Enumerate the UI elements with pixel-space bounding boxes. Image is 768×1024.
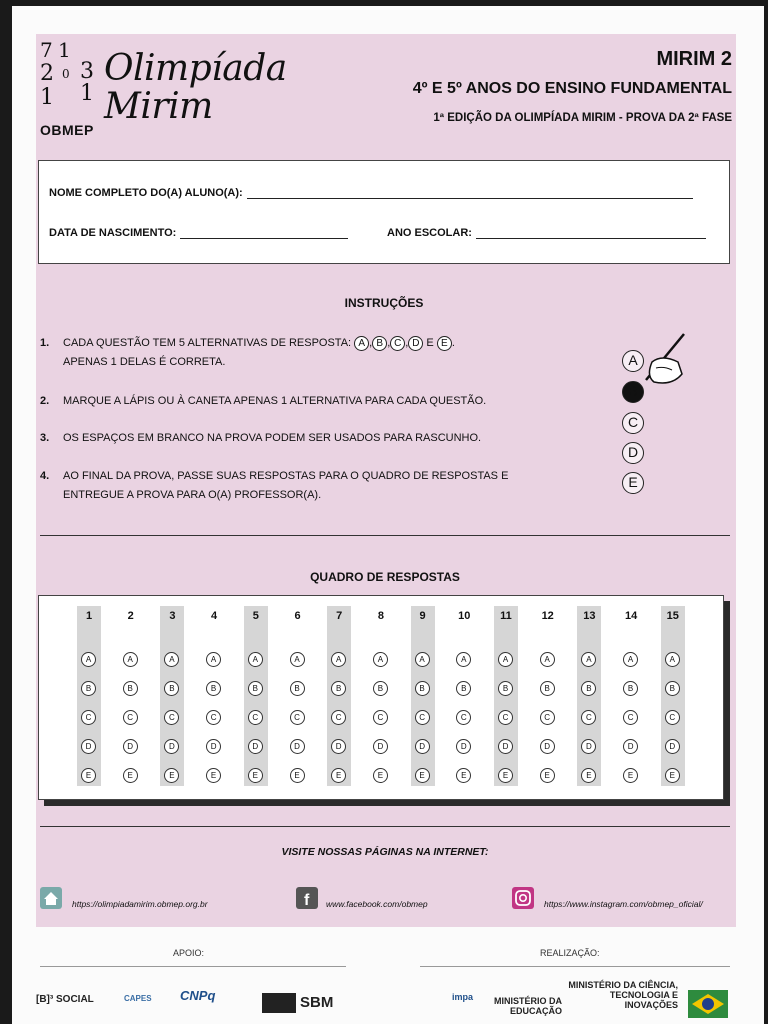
answer-column-13 [577,606,601,786]
answer-bubble-11-a[interactable]: A [498,652,513,667]
answer-bubble-2-c[interactable]: C [123,710,138,725]
realizacao-label: REALIZAÇÃO: [540,948,600,958]
example-option-d-icon: D [622,442,644,464]
svg-text:f: f [304,892,310,909]
answer-bubble-15-e[interactable]: E [665,768,680,783]
answer-bubble-1-c[interactable]: C [81,710,96,725]
divider-top [40,535,730,536]
question-number: 3 [169,610,176,622]
answer-column-4 [202,606,226,786]
answer-bubble-4-c[interactable]: C [206,710,221,725]
answer-bubble-7-e[interactable]: E [331,768,346,783]
apoio-line [40,966,346,967]
mcti-logo: MINISTÉRIO DA CIÊNCIA, TECNOLOGIA E INOVAÇÕES [568,980,678,1010]
answer-column-14 [619,606,643,786]
answer-bubble-14-b[interactable]: B [623,681,638,696]
realizacao-line [420,966,730,967]
answer-bubble-7-c[interactable]: C [331,710,346,725]
answer-bubble-2-d[interactable]: D [123,739,138,754]
question-number: 7 [336,610,343,622]
answer-bubble-4-d[interactable]: D [206,739,221,754]
answer-bubble-8-c[interactable]: C [373,710,388,725]
answer-bubble-9-e[interactable]: E [415,768,430,783]
answer-bubble-2-b[interactable]: B [123,681,138,696]
answer-bubble-13-b[interactable]: B [581,681,596,696]
answer-column-1 [77,606,101,786]
answer-bubble-4-b[interactable]: B [206,681,221,696]
apoio-label: APOIO: [173,948,205,958]
visit-heading: VISITE NOSSAS PÁGINAS NA INTERNET: [281,846,489,858]
answer-column-10 [452,606,476,786]
answer-bubble-7-a[interactable]: A [331,652,346,667]
question-number: 13 [583,610,596,622]
question-number: 5 [252,610,259,622]
logo-obmep: OBMEP [40,122,94,138]
logo-title: Olimpíada Mirim [104,48,287,127]
answer-bubble-6-d[interactable]: D [290,739,305,754]
facebook-link[interactable]: www.facebook.com/obmep [326,899,428,909]
name-row: NOME COMPLETO DO(A) ALUNO(A): [49,187,693,199]
answer-bubble-11-d[interactable]: D [498,739,513,754]
question-number: 4 [211,610,218,622]
school-year-field[interactable] [476,238,706,239]
cnpq-logo: CNPq [180,988,216,1003]
answer-bubble-1-e[interactable]: E [81,768,96,783]
answer-bubble-6-e[interactable]: E [290,768,305,783]
birth-row: DATA DE NASCIMENTO: [49,227,348,239]
answer-column-8 [369,606,393,786]
answer-bubble-9-c[interactable]: C [415,710,430,725]
answer-bubble-10-b[interactable]: B [456,681,471,696]
answer-bubble-6-b[interactable]: B [290,681,305,696]
divider-bottom [40,826,730,827]
option-b-icon: B [372,336,387,351]
answer-bubble-2-e[interactable]: E [123,768,138,783]
answers-title: QUADRO DE RESPOSTAS [310,570,460,584]
answer-column-11 [494,606,518,786]
answer-bubble-6-a[interactable]: A [290,652,305,667]
answer-bubble-12-d[interactable]: D [540,739,555,754]
answer-column-5 [244,606,268,786]
example-option-c-icon: C [622,412,644,434]
brazil-flag-icon [688,990,728,1018]
answer-bubble-8-e[interactable]: E [373,768,388,783]
answer-bubble-8-d[interactable]: D [373,739,388,754]
birth-date-field[interactable] [180,238,348,239]
answer-bubble-10-d[interactable]: D [456,739,471,754]
question-number: 14 [624,610,638,622]
answer-bubble-7-d[interactable]: D [331,739,346,754]
answer-bubble-7-b[interactable]: B [331,681,346,696]
question-number: 1 [85,610,93,622]
answer-bubble-11-e[interactable]: E [498,768,513,783]
answer-column-15 [661,606,685,786]
answer-bubble-15-b[interactable]: B [665,681,680,696]
answer-bubble-1-b[interactable]: B [81,681,96,696]
example-option-e-icon: E [622,472,644,494]
question-number: 10 [458,610,471,622]
hand-with-pen-icon [632,332,688,390]
instruction-1: 1. CADA QUESTÃO TEM 5 ALTERNATIVAS DE RESPOSTA: A , B , C , D E E . APENAS 1 DELAS É CORRETA. [40,337,455,368]
name-field[interactable] [247,198,693,199]
answer-column-2 [119,606,143,786]
option-a-icon: A [354,336,369,351]
answer-bubble-3-e[interactable]: E [164,768,179,783]
option-d-icon: D [408,336,423,351]
answer-bubble-10-a[interactable]: A [456,652,471,667]
site-link[interactable]: https://olimpiadamirim.obmep.org.br [72,899,208,909]
answer-bubble-6-c[interactable]: C [290,710,305,725]
answer-bubble-13-c[interactable]: C [581,710,596,725]
option-e-icon: E [437,336,452,351]
answer-bubble-9-a[interactable]: A [415,652,430,667]
answer-bubble-9-d[interactable]: D [415,739,430,754]
question-number: 2 [127,610,134,622]
answer-bubble-14-d[interactable]: D [623,739,638,754]
facebook-icon[interactable] [296,887,318,909]
answer-bubble-5-d[interactable]: D [248,739,263,754]
b3-social-logo: [B]³ SOCIAL [36,994,94,1005]
answer-bubble-9-b[interactable]: B [415,681,430,696]
answer-bubble-12-b[interactable]: B [540,681,555,696]
answer-bubble-15-a[interactable]: A [665,652,680,667]
instructions-title: INSTRUÇÕES [344,296,424,310]
example-option-a-icon: A [622,350,644,372]
edition-subtitle: 1ª EDIÇÃO DA OLIMPÍADA MIRIM - PROVA DA 2ª FASE [433,112,732,124]
question-number: 6 [294,610,301,622]
answer-bubble-13-e[interactable]: E [581,768,596,783]
question-number: 9 [419,610,426,622]
answer-bubble-13-d[interactable]: D [581,739,596,754]
answer-bubble-10-c[interactable]: C [456,710,471,725]
answer-bubble-8-b[interactable]: B [373,681,388,696]
question-number: 8 [377,610,384,622]
answer-bubble-8-a[interactable]: A [373,652,388,667]
answer-bubble-5-a[interactable]: A [248,652,263,667]
answer-bubble-14-e[interactable]: E [623,768,638,783]
answer-bubble-14-a[interactable]: A [623,652,638,667]
answer-column-7 [327,606,351,786]
answer-bubble-12-e[interactable]: E [540,768,555,783]
instagram-link[interactable]: https://www.instagram.com/obmep_oficial/ [544,899,703,909]
level-title: MIRIM 2 [656,48,732,70]
question-number: 15 [666,610,679,622]
answer-bubble-1-d[interactable]: D [81,739,96,754]
answer-grid [38,595,724,800]
instruction-2: 2. MARQUE A LÁPIS OU À CANETA APENAS 1 ALTERNATIVA PARA CADA QUESTÃO. [40,395,487,407]
student-info-box [38,160,730,264]
answer-bubble-10-e[interactable]: E [456,768,471,783]
impa-logo: impa [452,992,474,1002]
year-row: ANO ESCOLAR: [387,227,706,239]
answer-column-6 [286,606,310,786]
logo-numbers: 7 1 2 0 3 1 1 [40,38,94,110]
answer-bubble-15-c[interactable]: C [665,710,680,725]
answer-column-9 [411,606,435,786]
answer-bubble-11-b[interactable]: B [498,681,513,696]
answer-bubble-14-c[interactable]: C [623,710,638,725]
answer-bubble-3-a[interactable]: A [164,652,179,667]
answer-bubble-4-a[interactable]: A [206,652,221,667]
answer-bubble-5-b[interactable]: B [248,681,263,696]
instruction-4: 4. AO FINAL DA PROVA, PASSE SUAS RESPOSTAS PARA O QUADRO DE RESPOSTAS E ENTREGUE A PROVA PARA O(A) PROFESSOR(A). [40,470,509,501]
answer-bubble-3-c[interactable]: C [164,710,179,725]
option-c-icon: C [390,336,405,351]
mec-logo: MINISTÉRIO DA EDUCAÇÃO [493,996,562,1016]
answer-column-3 [160,606,184,786]
grades-title: 4º E 5º ANOS DO ENSINO FUNDAMENTAL [412,80,732,97]
question-number: 11 [500,610,512,622]
answer-bubble-3-b[interactable]: B [164,681,179,696]
question-number: 12 [541,610,554,622]
example-option-b-filled-icon: B [622,381,644,403]
answer-bubble-12-c[interactable]: C [540,710,555,725]
answer-bubble-15-d[interactable]: D [665,739,680,754]
home-icon[interactable] [40,887,62,909]
answer-column-12 [536,606,560,786]
instruction-3: 3. OS ESPAÇOS EM BRANCO NA PROVA PODEM SER USADOS PARA RASCUNHO. [40,432,482,444]
answer-bubble-5-e[interactable]: E [248,768,263,783]
answer-bubble-1-a[interactable]: A [81,652,96,667]
sbm-logo: SBM [300,994,334,1011]
answer-bubble-11-c[interactable]: C [498,710,513,725]
answer-bubble-5-c[interactable]: C [248,710,263,725]
answer-bubble-4-e[interactable]: E [206,768,221,783]
answer-bubble-13-a[interactable]: A [581,652,596,667]
sbm-mark-icon [262,993,296,1013]
answer-bubble-12-a[interactable]: A [540,652,555,667]
answer-bubble-3-d[interactable]: D [164,739,179,754]
answer-bubble-2-a[interactable]: A [123,652,138,667]
instagram-icon[interactable] [512,887,534,909]
capes-logo: CAPES [124,994,152,1003]
